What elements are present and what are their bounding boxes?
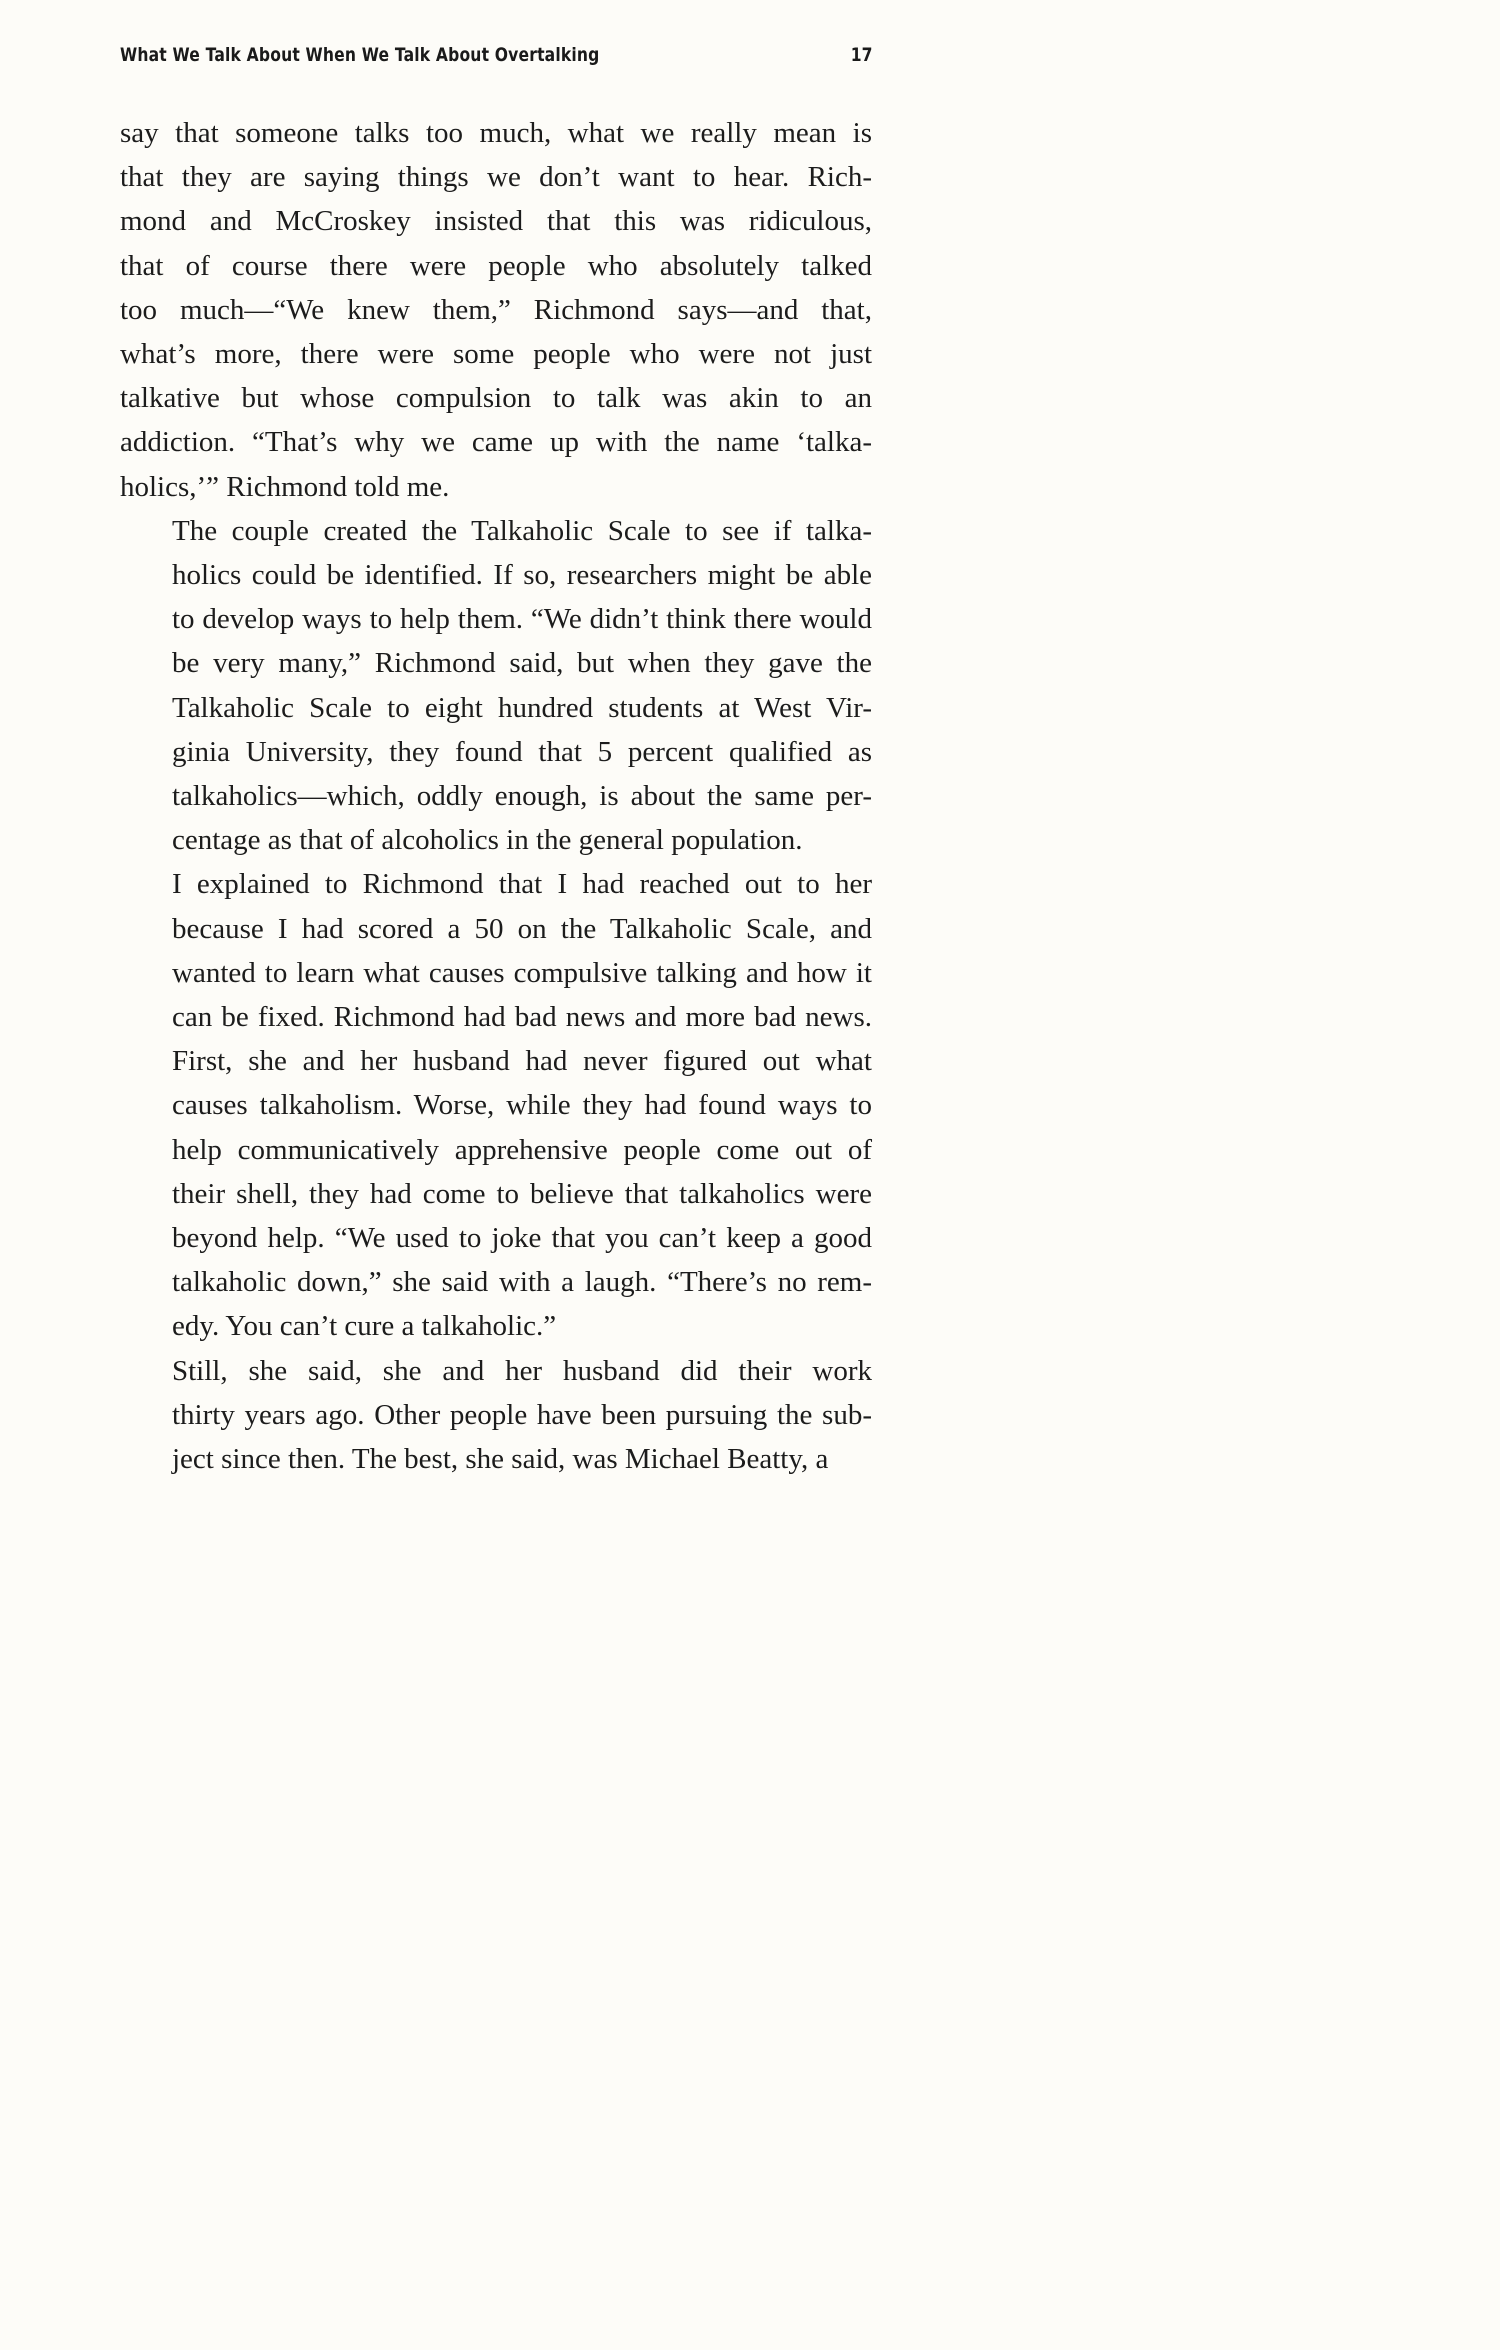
text-line: edy. You can’t cure a talkaholic.” [172, 1310, 557, 1343]
text-line: addiction. “That’s why we came up with the name ‘talka- [120, 426, 872, 459]
page-number: 17 [850, 44, 872, 66]
text-line: Talkaholic Scale to eight hundred students at West Vir- [172, 691, 872, 724]
text-line: their shell, they had come to believe that talkaholics were [172, 1177, 872, 1210]
paragraph [120, 509, 872, 863]
text-line: wanted to learn what causes compulsive talking and how it [172, 956, 872, 989]
paragraph [120, 862, 872, 1348]
text-line: mond and McCroskey insisted that this was ridiculous, [120, 205, 872, 238]
text-line: beyond help. “We used to joke that you can’t keep a good [172, 1222, 872, 1255]
running-title: What We Talk About When We Talk About Overtalking [120, 44, 600, 66]
text-line: thirty years ago. Other people have been pursuing the sub- [172, 1398, 872, 1431]
text-line: that of course there were people who absolutely talked [120, 249, 872, 282]
running-head [120, 44, 876, 74]
text-line: talkative but whose compulsion to talk was akin to an [120, 382, 872, 415]
text-line: that they are saying things we don’t want to hear. Rich- [120, 161, 872, 194]
text-line: to develop ways to help them. “We didn’t think there would [172, 603, 872, 636]
text-line: be very many,” Richmond said, but when they gave the [172, 647, 872, 680]
text-line: can be fixed. Richmond had bad news and more bad news. [172, 1001, 872, 1034]
text-line: what’s more, there were some people who were not just [120, 338, 872, 371]
text-line: talkaholic down,” she said with a laugh. “There’s no rem- [172, 1266, 872, 1299]
body-text [120, 111, 872, 1481]
text-line: I explained to Richmond that I had reached out to her [172, 868, 872, 901]
book-page [0, 0, 1000, 1568]
text-line: say that someone talks too much, what we really mean is [120, 117, 872, 149]
text-line: causes talkaholism. Worse, while they had found ways to [172, 1089, 872, 1122]
text-line: The couple created the Talkaholic Scale to see if talka- [172, 514, 872, 547]
text-line: holics,’” Richmond told me. [120, 470, 450, 503]
text-line: talkaholics—which, oddly enough, is about the same per- [172, 780, 872, 813]
text-line: too much—“We knew them,” Richmond says—and that, [120, 293, 872, 326]
text-line: First, she and her husband had never figured out what [172, 1045, 872, 1078]
text-line: ject since then. The best, she said, was Michael Beatty, a [172, 1443, 829, 1476]
text-line: Still, she said, she and her husband did their work [172, 1354, 872, 1387]
paragraph [120, 111, 872, 509]
paragraph [120, 1349, 872, 1482]
text-line: help communicatively apprehensive people come out of [172, 1133, 872, 1166]
text-line: centage as that of alcoholics in the general population. [172, 824, 803, 857]
text-line: holics could be identified. If so, researchers might be able [172, 559, 872, 592]
text-line: ginia University, they found that 5 percent qualified as [172, 735, 872, 768]
text-line: because I had scored a 50 on the Talkaholic Scale, and [172, 912, 872, 945]
